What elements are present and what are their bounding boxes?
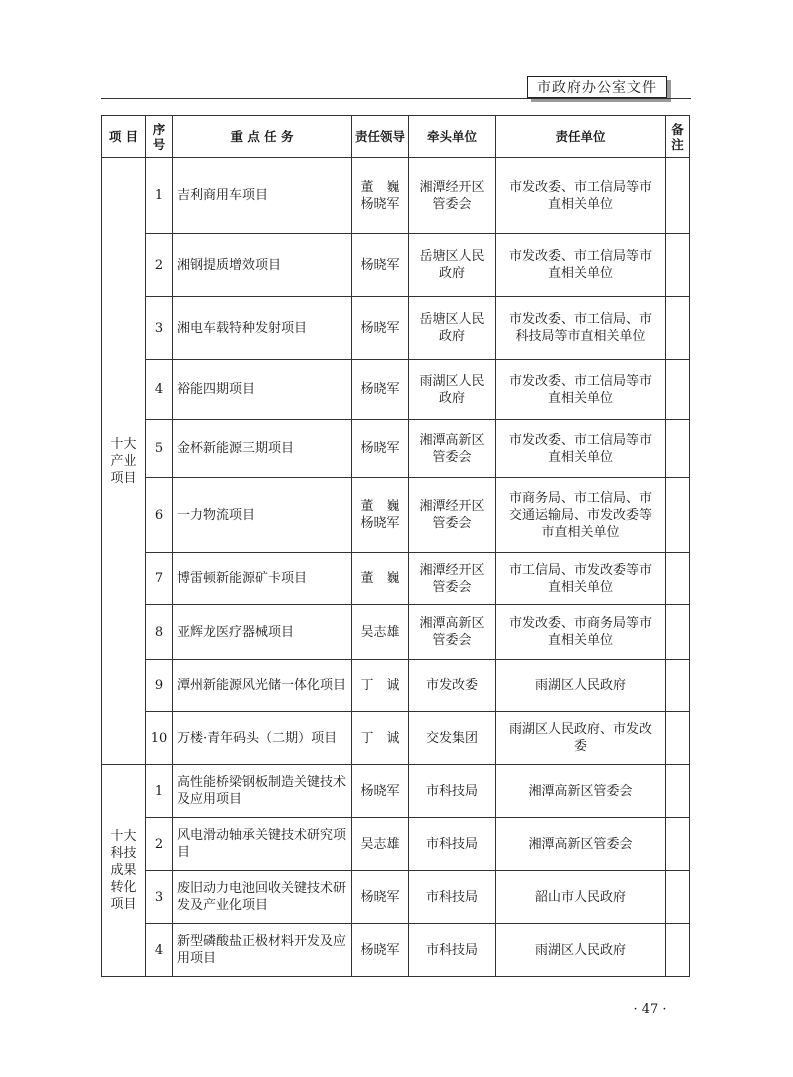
seq-cell: 3 — [146, 871, 173, 924]
seq-cell: 3 — [146, 297, 173, 360]
remark-cell — [666, 360, 690, 420]
leader-cell: 董 巍 杨晓军 — [352, 158, 409, 234]
header-remark: 备注 — [666, 116, 690, 158]
task-cell: 亚辉龙医疗器械项目 — [173, 605, 352, 660]
resp-unit-cell: 湘潭高新区管委会 — [496, 765, 666, 818]
task-cell: 湘电车载特种发射项目 — [173, 297, 352, 360]
table-row — [102, 158, 690, 234]
remark-cell — [666, 553, 690, 605]
seq-cell: 5 — [146, 420, 173, 478]
leader-cell: 杨晓军 — [352, 924, 409, 977]
remark-cell — [666, 297, 690, 360]
table-row — [102, 297, 690, 360]
category-cell: 十大科技成果转化项目 — [102, 765, 146, 977]
resp-unit-cell: 市发改委、市工信局等市直相关单位 — [496, 234, 666, 297]
remark-cell — [666, 660, 690, 712]
lead-unit-cell: 市科技局 — [409, 765, 496, 818]
resp-unit-cell: 雨湖区人民政府 — [496, 924, 666, 977]
lead-unit-cell: 湘潭经开区管委会 — [409, 158, 496, 234]
remark-cell — [666, 478, 690, 553]
task-cell: 裕能四期项目 — [173, 360, 352, 420]
leader-cell: 杨晓军 — [352, 871, 409, 924]
resp-unit-cell: 市发改委、市工信局等市直相关单位 — [496, 360, 666, 420]
table-row — [102, 605, 690, 660]
seq-cell: 8 — [146, 605, 173, 660]
task-cell: 湘钢提质增效项目 — [173, 234, 352, 297]
leader-cell: 杨晓军 — [352, 420, 409, 478]
seq-cell: 7 — [146, 553, 173, 605]
lead-unit-cell: 岳塘区人民政府 — [409, 234, 496, 297]
lead-unit-cell: 市科技局 — [409, 924, 496, 977]
seq-cell: 9 — [146, 660, 173, 712]
remark-cell — [666, 234, 690, 297]
task-cell: 废旧动力电池回收关键技术研发及产业化项目 — [173, 871, 352, 924]
seq-cell: 2 — [146, 234, 173, 297]
remark-cell — [666, 924, 690, 977]
header-task: 重 点 任 务 — [173, 116, 352, 158]
seq-cell: 1 — [146, 158, 173, 234]
remark-cell — [666, 871, 690, 924]
task-cell: 潭州新能源风光储一体化项目 — [173, 660, 352, 712]
lead-unit-cell: 湘潭高新区管委会 — [409, 420, 496, 478]
seq-cell: 4 — [146, 924, 173, 977]
lead-unit-cell: 交发集团 — [409, 712, 496, 765]
table-row — [102, 818, 690, 871]
lead-unit-cell: 岳塘区人民政府 — [409, 297, 496, 360]
header-resp-unit: 责任单位 — [496, 116, 666, 158]
table-row — [102, 420, 690, 478]
resp-unit-cell: 市发改委、市工信局等市直相关单位 — [496, 420, 666, 478]
lead-unit-cell: 市发改委 — [409, 660, 496, 712]
table-row — [102, 712, 690, 765]
header-seq: 序号 — [146, 116, 173, 158]
lead-unit-cell: 市科技局 — [409, 818, 496, 871]
leader-cell: 吴志雄 — [352, 818, 409, 871]
leader-cell: 丁 诚 — [352, 660, 409, 712]
task-cell: 一力物流项目 — [173, 478, 352, 553]
resp-unit-cell: 湘潭高新区管委会 — [496, 818, 666, 871]
table-row — [102, 234, 690, 297]
table-body — [102, 158, 690, 977]
resp-unit-cell: 韶山市人民政府 — [496, 871, 666, 924]
task-table — [101, 115, 690, 977]
seq-cell: 10 — [146, 712, 173, 765]
lead-unit-cell: 湘潭经开区管委会 — [409, 553, 496, 605]
document-header-title: 市政府办公室文件 — [527, 76, 667, 98]
table-row — [102, 765, 690, 818]
task-cell: 金杯新能源三期项目 — [173, 420, 352, 478]
remark-cell — [666, 712, 690, 765]
resp-unit-cell: 市发改委、市商务局等市直相关单位 — [496, 605, 666, 660]
remark-cell — [666, 420, 690, 478]
task-cell: 高性能桥梁钢板制造关键技术及应用项目 — [173, 765, 352, 818]
resp-unit-cell: 市工信局、市发改委等市直相关单位 — [496, 553, 666, 605]
seq-cell: 6 — [146, 478, 173, 553]
leader-cell: 杨晓军 — [352, 234, 409, 297]
remark-cell — [666, 765, 690, 818]
page-number: · 47 · — [633, 1002, 667, 1017]
leader-cell: 杨晓军 — [352, 765, 409, 818]
header-lead-unit: 牵头单位 — [409, 116, 496, 158]
table-row — [102, 553, 690, 605]
table-header-row — [102, 116, 690, 158]
seq-cell: 4 — [146, 360, 173, 420]
lead-unit-cell: 雨湖区人民政府 — [409, 360, 496, 420]
header-leader: 责任领导 — [352, 116, 409, 158]
table-row — [102, 924, 690, 977]
resp-unit-cell: 市发改委、市工信局、市科技局等市直相关单位 — [496, 297, 666, 360]
task-cell: 风电滑动轴承关键技术研究项目 — [173, 818, 352, 871]
leader-cell: 杨晓军 — [352, 360, 409, 420]
task-cell: 万楼·青年码头（二期）项目 — [173, 712, 352, 765]
lead-unit-cell: 市科技局 — [409, 871, 496, 924]
leader-cell: 丁 诚 — [352, 712, 409, 765]
resp-unit-cell: 市商务局、市工信局、市交通运输局、市发改委等市直相关单位 — [496, 478, 666, 553]
resp-unit-cell: 雨湖区人民政府 — [496, 660, 666, 712]
resp-unit-cell: 雨湖区人民政府、市发改委 — [496, 712, 666, 765]
task-cell: 博雷顿新能源矿卡项目 — [173, 553, 352, 605]
header-rule — [101, 98, 691, 99]
header-project: 项 目 — [102, 116, 146, 158]
leader-cell: 杨晓军 — [352, 297, 409, 360]
lead-unit-cell: 湘潭经开区管委会 — [409, 478, 496, 553]
remark-cell — [666, 605, 690, 660]
lead-unit-cell: 湘潭高新区管委会 — [409, 605, 496, 660]
leader-cell: 吴志雄 — [352, 605, 409, 660]
remark-cell — [666, 158, 690, 234]
table-row — [102, 660, 690, 712]
seq-cell: 1 — [146, 765, 173, 818]
task-cell: 新型磷酸盐正极材料开发及应用项目 — [173, 924, 352, 977]
leader-cell: 董 巍 杨晓军 — [352, 478, 409, 553]
table-row — [102, 360, 690, 420]
task-cell: 吉利商用车项目 — [173, 158, 352, 234]
table-row — [102, 871, 690, 924]
leader-cell: 董 巍 — [352, 553, 409, 605]
category-cell: 十大产业项目 — [102, 158, 146, 765]
remark-cell — [666, 818, 690, 871]
seq-cell: 2 — [146, 818, 173, 871]
table-row — [102, 478, 690, 553]
resp-unit-cell: 市发改委、市工信局等市直相关单位 — [496, 158, 666, 234]
